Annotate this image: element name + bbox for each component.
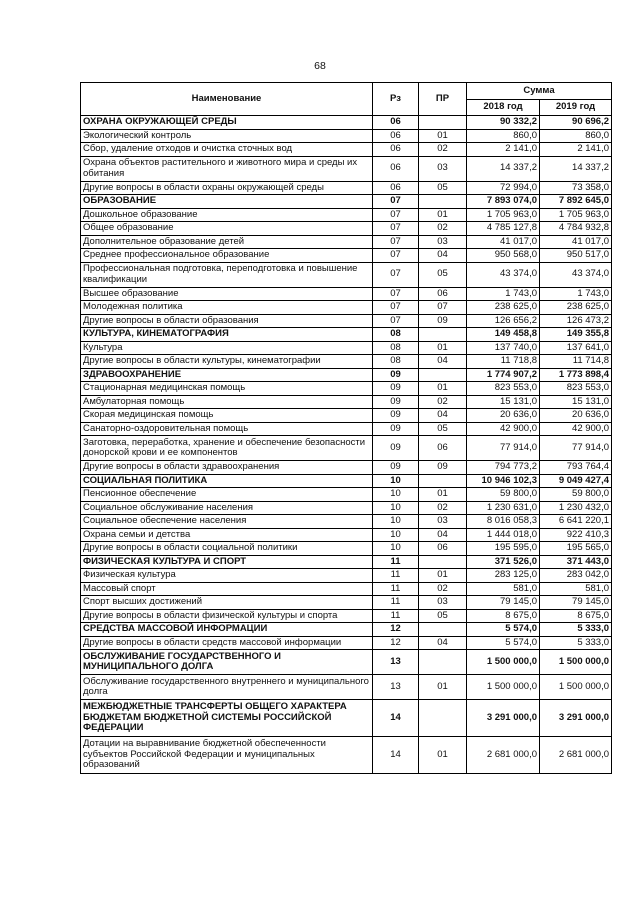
cell-name: Профессиональная подготовка, переподготовка и повышение квалификации [81,262,373,287]
section-row [81,555,612,569]
cell-name: Охрана семьи и детства [81,528,373,542]
cell-rz: 11 [373,569,419,583]
cell-name: Сбор, удаление отходов и очистка сточных вод [81,143,373,157]
cell-rz: 08 [373,328,419,342]
cell-2018: 238 625,0 [467,301,540,315]
cell-2018: 72 994,0 [467,181,540,195]
cell-rz: 12 [373,636,419,650]
cell-2018: 794 773,2 [467,461,540,475]
cell-2018: 823 553,0 [467,382,540,396]
cell-pr [419,474,467,488]
table-row [81,569,612,583]
cell-2019: 195 565,0 [540,542,612,556]
cell-2019: 1 500 000,0 [540,675,612,700]
table-row [81,181,612,195]
cell-2018: 5 574,0 [467,636,540,650]
cell-name: Охрана объектов растительного и животного мира и среды их обитания [81,156,373,181]
cell-2019: 5 333,0 [540,623,612,637]
cell-pr [419,700,467,737]
table-row [81,143,612,157]
table-row [81,436,612,461]
cell-pr: 01 [419,341,467,355]
table-row [81,129,612,143]
cell-rz: 11 [373,555,419,569]
table-row [81,262,612,287]
cell-name: Другие вопросы в области здравоохранения [81,461,373,475]
cell-2018: 950 568,0 [467,249,540,263]
table-row [81,422,612,436]
cell-2018: 860,0 [467,129,540,143]
cell-rz: 09 [373,395,419,409]
table-row [81,287,612,301]
cell-2018: 1 500 000,0 [467,675,540,700]
cell-rz: 07 [373,208,419,222]
cell-name: СРЕДСТВА МАССОВОЙ ИНФОРМАЦИИ [81,623,373,637]
cell-2018: 8 675,0 [467,609,540,623]
table-row [81,609,612,623]
table-row [81,235,612,249]
cell-rz: 11 [373,596,419,610]
table-row [81,501,612,515]
cell-2018: 1 774 907,2 [467,368,540,382]
cell-name: Другие вопросы в области культуры, кинематографии [81,355,373,369]
cell-2018: 2 681 000,0 [467,737,540,774]
cell-2018: 5 574,0 [467,623,540,637]
cell-2018: 77 914,0 [467,436,540,461]
cell-2019: 42 900,0 [540,422,612,436]
cell-2019: 371 443,0 [540,555,612,569]
cell-2018: 1 230 631,0 [467,501,540,515]
cell-pr: 04 [419,636,467,650]
cell-rz: 13 [373,650,419,675]
table-row [81,515,612,529]
cell-pr: 05 [419,262,467,287]
table-row [81,301,612,315]
cell-2018: 11 718,8 [467,355,540,369]
cell-2019: 860,0 [540,129,612,143]
cell-rz: 09 [373,436,419,461]
table-row [81,675,612,700]
cell-2019: 2 141,0 [540,143,612,157]
cell-2018: 10 946 102,3 [467,474,540,488]
cell-2019: 1 773 898,4 [540,368,612,382]
cell-pr: 01 [419,208,467,222]
cell-2019: 581,0 [540,582,612,596]
cell-name: ОХРАНА ОКРУЖАЮЩЕЙ СРЕДЫ [81,116,373,130]
cell-name: Культура [81,341,373,355]
cell-2019: 14 337,2 [540,156,612,181]
header-pr: ПР [419,83,467,116]
cell-2018: 15 131,0 [467,395,540,409]
cell-pr [419,650,467,675]
section-row [81,368,612,382]
cell-2019: 922 410,3 [540,528,612,542]
cell-2019: 1 500 000,0 [540,650,612,675]
cell-name: ОБРАЗОВАНИЕ [81,195,373,209]
cell-rz: 10 [373,501,419,515]
cell-name: СОЦИАЛЬНАЯ ПОЛИТИКА [81,474,373,488]
table-row [81,249,612,263]
cell-2018: 283 125,0 [467,569,540,583]
cell-pr: 09 [419,314,467,328]
cell-name: Другие вопросы в области социальной политики [81,542,373,556]
cell-rz: 07 [373,222,419,236]
cell-rz: 12 [373,623,419,637]
cell-rz: 10 [373,528,419,542]
cell-rz: 13 [373,675,419,700]
cell-2018: 371 526,0 [467,555,540,569]
cell-name: Дошкольное образование [81,208,373,222]
table-row [81,409,612,423]
cell-2019: 1 230 432,0 [540,501,612,515]
cell-2019: 73 358,0 [540,181,612,195]
cell-rz: 09 [373,382,419,396]
cell-name: Высшее образование [81,287,373,301]
cell-2018: 1 705 963,0 [467,208,540,222]
table-row [81,596,612,610]
section-row [81,623,612,637]
cell-name: МЕЖБЮДЖЕТНЫЕ ТРАНСФЕРТЫ ОБЩЕГО ХАРАКТЕРА БЮДЖЕТАМ БЮДЖЕТНОЙ СИСТЕМЫ РОССИЙСКОЙ ФЕДЕРАЦИИ [81,700,373,737]
cell-pr [419,368,467,382]
cell-pr: 04 [419,409,467,423]
cell-rz: 08 [373,341,419,355]
cell-2018: 1 444 018,0 [467,528,540,542]
cell-name: Социальное обслуживание населения [81,501,373,515]
cell-rz: 06 [373,181,419,195]
cell-name: Санаторно-оздоровительная помощь [81,422,373,436]
table-row [81,355,612,369]
cell-2018: 20 636,0 [467,409,540,423]
cell-2018: 581,0 [467,582,540,596]
cell-2019: 823 553,0 [540,382,612,396]
cell-pr [419,195,467,209]
cell-rz: 07 [373,314,419,328]
cell-name: КУЛЬТУРА, КИНЕМАТОГРАФИЯ [81,328,373,342]
table-row [81,222,612,236]
section-row [81,328,612,342]
cell-2018: 126 656,2 [467,314,540,328]
table-body [81,116,612,774]
table-row [81,156,612,181]
cell-pr: 02 [419,582,467,596]
cell-name: Другие вопросы в области физической культуры и спорта [81,609,373,623]
cell-name: Дотации на выравнивание бюджетной обеспеченности субъектов Российской Федерации и муниципальных образований [81,737,373,774]
cell-pr: 03 [419,596,467,610]
cell-2019: 238 625,0 [540,301,612,315]
cell-pr [419,555,467,569]
cell-pr: 06 [419,287,467,301]
cell-pr: 06 [419,542,467,556]
cell-name: Дополнительное образование детей [81,235,373,249]
cell-rz: 06 [373,156,419,181]
cell-pr: 04 [419,528,467,542]
cell-pr: 01 [419,382,467,396]
cell-pr: 01 [419,569,467,583]
section-row [81,195,612,209]
cell-name: Другие вопросы в области образования [81,314,373,328]
cell-name: Общее образование [81,222,373,236]
cell-2018: 59 800,0 [467,488,540,502]
section-row [81,116,612,130]
cell-2019: 1 705 963,0 [540,208,612,222]
cell-2018: 14 337,2 [467,156,540,181]
cell-name: Скорая медицинская помощь [81,409,373,423]
budget-table [80,82,612,774]
cell-name: Другие вопросы в области охраны окружающей среды [81,181,373,195]
cell-rz: 10 [373,474,419,488]
table-row [81,528,612,542]
cell-pr: 01 [419,129,467,143]
header-rz: Рз [373,83,419,116]
cell-pr: 09 [419,461,467,475]
cell-rz: 09 [373,422,419,436]
header-2018: 2018 год [467,100,540,116]
cell-rz: 11 [373,582,419,596]
cell-pr: 03 [419,235,467,249]
cell-name: Среднее профессиональное образование [81,249,373,263]
table-header [81,83,612,116]
cell-rz: 08 [373,355,419,369]
cell-2019: 43 374,0 [540,262,612,287]
cell-name: Массовый спорт [81,582,373,596]
cell-name: ОБСЛУЖИВАНИЕ ГОСУДАРСТВЕННОГО И МУНИЦИПАЛЬНОГО ДОЛГА [81,650,373,675]
cell-2019: 4 784 932,8 [540,222,612,236]
cell-pr: 05 [419,609,467,623]
cell-2019: 11 714,8 [540,355,612,369]
table-row [81,341,612,355]
cell-rz: 10 [373,542,419,556]
cell-pr [419,328,467,342]
cell-2019: 1 743,0 [540,287,612,301]
cell-2019: 59 800,0 [540,488,612,502]
cell-pr: 04 [419,249,467,263]
cell-2018: 79 145,0 [467,596,540,610]
cell-pr: 05 [419,422,467,436]
cell-pr: 03 [419,515,467,529]
cell-name: Пенсионное обеспечение [81,488,373,502]
cell-rz: 07 [373,249,419,263]
cell-rz: 06 [373,116,419,130]
cell-pr [419,623,467,637]
section-row [81,700,612,737]
table-row [81,208,612,222]
cell-pr: 01 [419,488,467,502]
cell-2019: 283 042,0 [540,569,612,583]
cell-name: Другие вопросы в области средств массовой информации [81,636,373,650]
cell-2019: 149 355,8 [540,328,612,342]
cell-2019: 3 291 000,0 [540,700,612,737]
section-row [81,650,612,675]
cell-rz: 06 [373,143,419,157]
cell-2018: 195 595,0 [467,542,540,556]
cell-rz: 07 [373,235,419,249]
cell-2018: 42 900,0 [467,422,540,436]
cell-name: ЗДРАВООХРАНЕНИЕ [81,368,373,382]
cell-pr: 03 [419,156,467,181]
cell-name: Социальное обеспечение населения [81,515,373,529]
cell-name: Обслуживание государственного внутреннего и муниципального долга [81,675,373,700]
cell-name: Заготовка, переработка, хранение и обеспечение безопасности донорской крови и ее компонентов [81,436,373,461]
cell-rz: 11 [373,609,419,623]
cell-2019: 15 131,0 [540,395,612,409]
cell-2019: 6 641 220,1 [540,515,612,529]
cell-rz: 09 [373,461,419,475]
table-row [81,461,612,475]
header-sum: Сумма [467,83,612,100]
cell-2019: 950 517,0 [540,249,612,263]
cell-rz: 06 [373,129,419,143]
cell-2019: 5 333,0 [540,636,612,650]
cell-2018: 1 500 000,0 [467,650,540,675]
cell-2019: 20 636,0 [540,409,612,423]
cell-2018: 1 743,0 [467,287,540,301]
cell-pr: 02 [419,501,467,515]
cell-2019: 77 914,0 [540,436,612,461]
cell-2019: 90 696,2 [540,116,612,130]
cell-pr: 02 [419,222,467,236]
header-2019: 2019 год [540,100,612,116]
cell-2019: 2 681 000,0 [540,737,612,774]
cell-pr: 07 [419,301,467,315]
cell-2019: 41 017,0 [540,235,612,249]
cell-rz: 07 [373,287,419,301]
cell-rz: 10 [373,515,419,529]
cell-name: ФИЗИЧЕСКАЯ КУЛЬТУРА И СПОРТ [81,555,373,569]
table-row [81,582,612,596]
cell-2019: 126 473,2 [540,314,612,328]
table-row [81,737,612,774]
cell-rz: 14 [373,700,419,737]
cell-2018: 8 016 058,3 [467,515,540,529]
cell-2019: 79 145,0 [540,596,612,610]
cell-rz: 09 [373,409,419,423]
table-row [81,382,612,396]
cell-2019: 137 641,0 [540,341,612,355]
header-name: Наименование [81,83,373,116]
cell-pr: 01 [419,675,467,700]
cell-pr: 04 [419,355,467,369]
cell-pr: 02 [419,143,467,157]
section-row [81,474,612,488]
table-row [81,314,612,328]
table-row [81,636,612,650]
cell-name: Амбулаторная помощь [81,395,373,409]
cell-pr: 05 [419,181,467,195]
cell-2018: 4 785 127,8 [467,222,540,236]
cell-2018: 41 017,0 [467,235,540,249]
cell-pr: 02 [419,395,467,409]
cell-name: Экологический контроль [81,129,373,143]
cell-2018: 7 893 074,0 [467,195,540,209]
cell-name: Физическая культура [81,569,373,583]
table-row [81,488,612,502]
cell-pr: 01 [419,737,467,774]
cell-2018: 3 291 000,0 [467,700,540,737]
table-row [81,395,612,409]
cell-2018: 43 374,0 [467,262,540,287]
cell-rz: 07 [373,301,419,315]
cell-pr [419,116,467,130]
cell-rz: 09 [373,368,419,382]
table-row [81,542,612,556]
cell-2019: 9 049 427,4 [540,474,612,488]
cell-name: Спорт высших достижений [81,596,373,610]
cell-2018: 149 458,8 [467,328,540,342]
cell-rz: 07 [373,195,419,209]
cell-name: Молодежная политика [81,301,373,315]
cell-pr: 06 [419,436,467,461]
cell-2018: 137 740,0 [467,341,540,355]
cell-rz: 07 [373,262,419,287]
cell-rz: 14 [373,737,419,774]
page-number: 68 [314,60,326,72]
cell-2018: 2 141,0 [467,143,540,157]
cell-name: Стационарная медицинская помощь [81,382,373,396]
cell-2019: 7 892 645,0 [540,195,612,209]
cell-2019: 8 675,0 [540,609,612,623]
cell-2018: 90 332,2 [467,116,540,130]
cell-rz: 10 [373,488,419,502]
cell-2019: 793 764,4 [540,461,612,475]
